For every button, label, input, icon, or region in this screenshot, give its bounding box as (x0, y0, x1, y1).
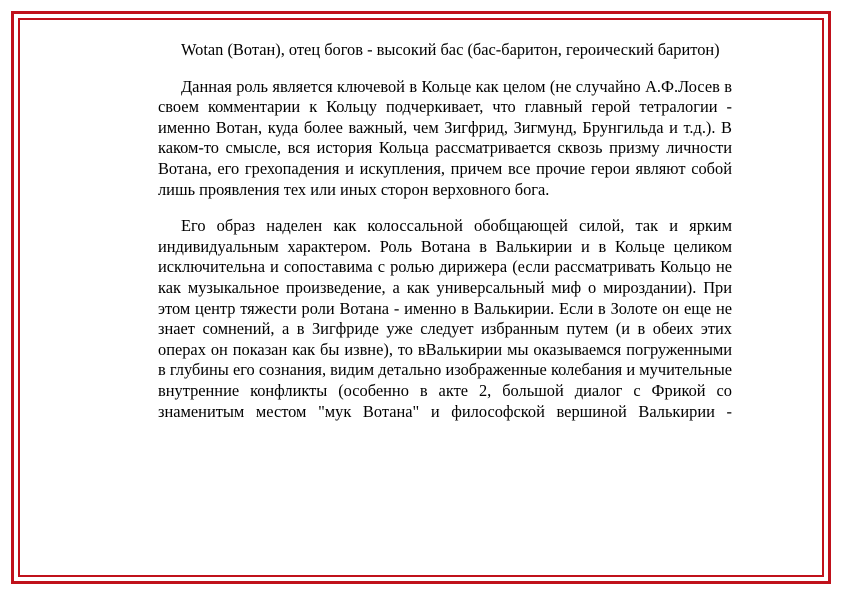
paragraph-role-significance: Данная роль является ключевой в Кольце как целом (не случайно А.Ф.Лосев в своем комментарии к Кольцу подчеркивает, что главный герой тетралогии - именно Вотан, куда более важный, чем Зигфрид, Зигмунд, Брунгильда и т.д.). В каком-то смысле, вся история Кольца рассматривается сквозь призму личности Вотана, его грехопадения и искупления, причем все прочие герои являют собой лишь проявления тех или иных сторон верховного бога. (158, 76, 732, 199)
paragraph-image-character: Его образ наделен как колоссальной обобщающей силой, так и ярким индивидуальным характером. Роль Вотана в Валькирии и в Кольце целиком исключительна и сопоставима с ролью дирижера (если рассматривать Кольцо не как музыкальное произведение, а как универсальный миф о мироздании). При этом центр тяжести роли Вотана - именно в Валькирии. Если в Золоте он еще не знает сомнений, а в Зигфриде уже следует избранным путем (и в обеих этих операх он показан как бы извне), то вВалькирии мы оказываемся погруженными в глубины его сознания, видим детально изображенные колебания и мучительные внутренние конфликты (особенно в акте 2, большой диалог с Фрикой со знаменитым местом "мук Вотана" и философской вершиной Валькирии - (158, 216, 732, 421)
text-body (158, 40, 732, 422)
paragraph-wotan-voice-type: Wotan (Вотан), отец богов - высокий бас (бас-баритон, героический баритон) (181, 40, 720, 59)
